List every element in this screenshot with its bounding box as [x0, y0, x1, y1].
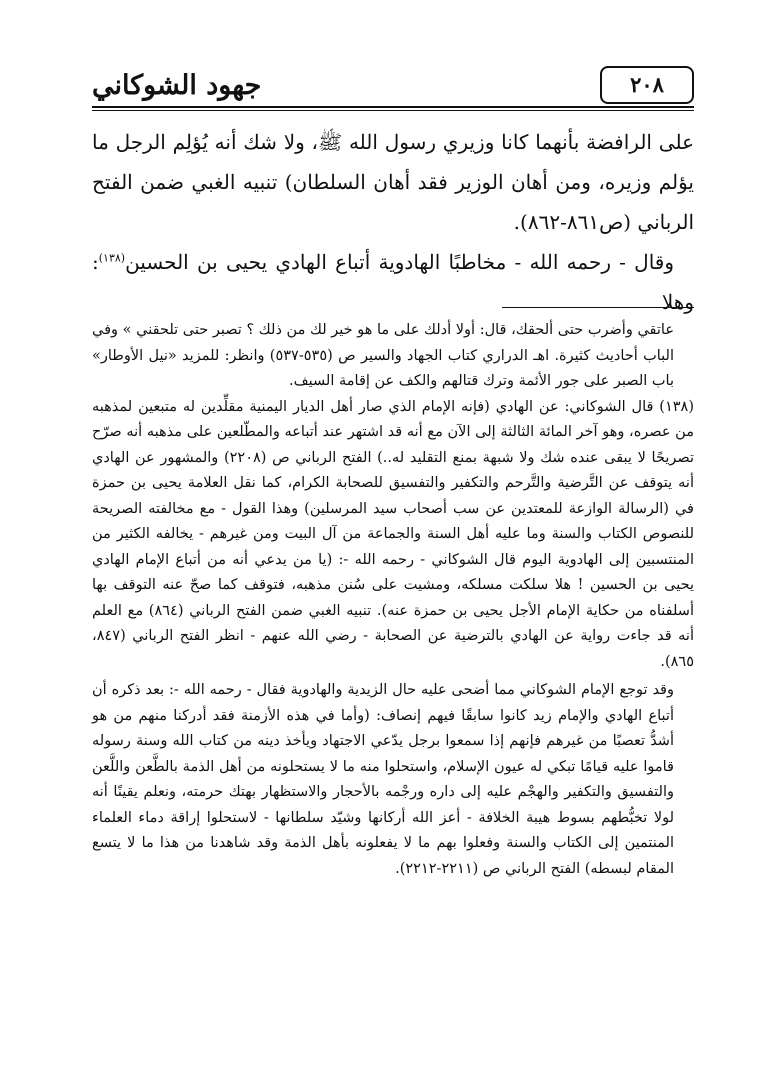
main-paragraph: على الرافضة بأنهما كانا وزيري رسول الله ﷺ، ولا شك أنه يُؤلِم الرجل ما يؤلم وزيره، ومن أهان الوزير فقد أهان السلطان) تنبيه الغبي ضمن الفتح الرباني (ص٨٦١-٨٦٢).: [92, 130, 695, 234]
page-header: [92, 68, 694, 114]
footnote-continuation: عاتقي وأضرب حتى ألحقك، قال: أولا أدلك على ما هو خير لك من ذلك ؟ تصبر حتى تلحقني » وفي الباب أحاديث كثيرة. اهـ الدراري كتاب الجهاد والسير ص (٥٣٥-٥٣٧) وانظر: للمزيد «نيل الأوطار» باب الصبر على جور الأئمة وترك قتالهم والكف عن إقامة السيف.: [92, 322, 674, 389]
footnote-text: قال الشوكاني: عن الهادي (فإنه الإمام الذي صار أهل الديار اليمنية مقلِّدين له متبعين لمذهبه من عصره، وهو آخر المائة الثالثة إلى الآن مع أنه قد اشتهر عند أتباعه والمطّلعين على مذهبه أنه صرّح تصريحًا لا يبقى عنده شك ولا شبهة بمنع التقليد له..) الفتح الرباني ص (٢٢٠٨) والمشهور عن الهادي أنه يتوقف عن التَّرضية والتَّرحم والتكفير والتفسيق للصحابة الكرام، كما نقل العلامة يحيى بن حمزة في (الرسالة الوازعة للمعتدين عن سب أصحاب سيد المرسلين) وهذا القول - مع مخالفته الصريحة للنصوص الكتاب والسنة وما عليه أهل السنة والجماعة من آل البيت ومن غيرهم - يخالفه الكثير من المنتسبين إلى الهادوية اليوم قال الشوكاني - رحمه الله -: (يا من يدعي أنه من أتباع الإمام الهادي يحيى بن الحسين ! هلا سلكت مسلكه، ومشيت على سُنن مذهبه، فتوقف كما صحّ عنه التوقف بها أسلفناه من حكاية الإمام الأجل يحيى بن حمزة عنه). تنبيه الغبي ضمن الفتح الرباني (٨٦٤) مع العلم أنه قد جاءت رواية عن الهادي بالترضية عن الصحابة - رضي الله عنهم - انظر الفتح الرباني (٨٤٧، ٨٦٥).: [92, 398, 694, 670]
page-number: ٢٠٨: [600, 66, 694, 104]
main-paragraph-tail: : وهلا: [92, 250, 694, 314]
running-title: جهود الشوكاني: [92, 70, 262, 101]
main-paragraph: [92, 242, 694, 322]
footnote-reference[interactable]: (١٣٨): [98, 251, 126, 265]
footnote-separator: [502, 307, 694, 308]
footnote-138: [92, 395, 694, 676]
main-text: [92, 122, 694, 322]
header-rule: [92, 106, 694, 111]
footnote-paragraph: وقد توجع الإمام الشوكاني مما أضحى عليه حال الزيدية والهادوية فقال - رحمه الله -: بعد ذكره أن أتباع الهادي والإمام زيد كانوا سابقًا فيهم إنصاف: (وأما في هذه الأزمنة فقد أدركنا منهم من هو أشدُّ تعصبًا من غيرهم فإنهم إذا سمعوا برجل يدّعي الاجتهاد ويأخذ دينه من كتاب الله وسنة رسوله قاموا عليه قيامًا تبكي له عيون الإسلام، واستحلوا منه ما لا يستحلونه من أهل الذمة بالطَّعن واللَّعن والتفسيق والتكفير والهجْم عليه إلى داره ورجْمه بالأحجار والاستظهار بهتك حرمته، ونعلم يقينًا أنه لولا تخبُّطهم بسوط هيبة الخلافة - أعز الله أركانها وشيّد سلطانها - لاستحلوا إراقة دماء العلماء المنتمين إلى الكتاب والسنة وفعلوا بهم ما لا يفعلونه بأهل الذمة وقد شاهدنا من هذا ما لا يتسع المقام لبسطه) الفتح الرباني ص (٢٢١١-٢٢١٢).: [92, 682, 674, 877]
footnotes: [92, 318, 694, 882]
main-paragraph-text: وقال - رحمه الله - مخاطبًا الهادوية أتباع الهادي يحيى بن الحسين: [125, 250, 674, 274]
footnote-number: (١٣٨): [659, 398, 695, 415]
